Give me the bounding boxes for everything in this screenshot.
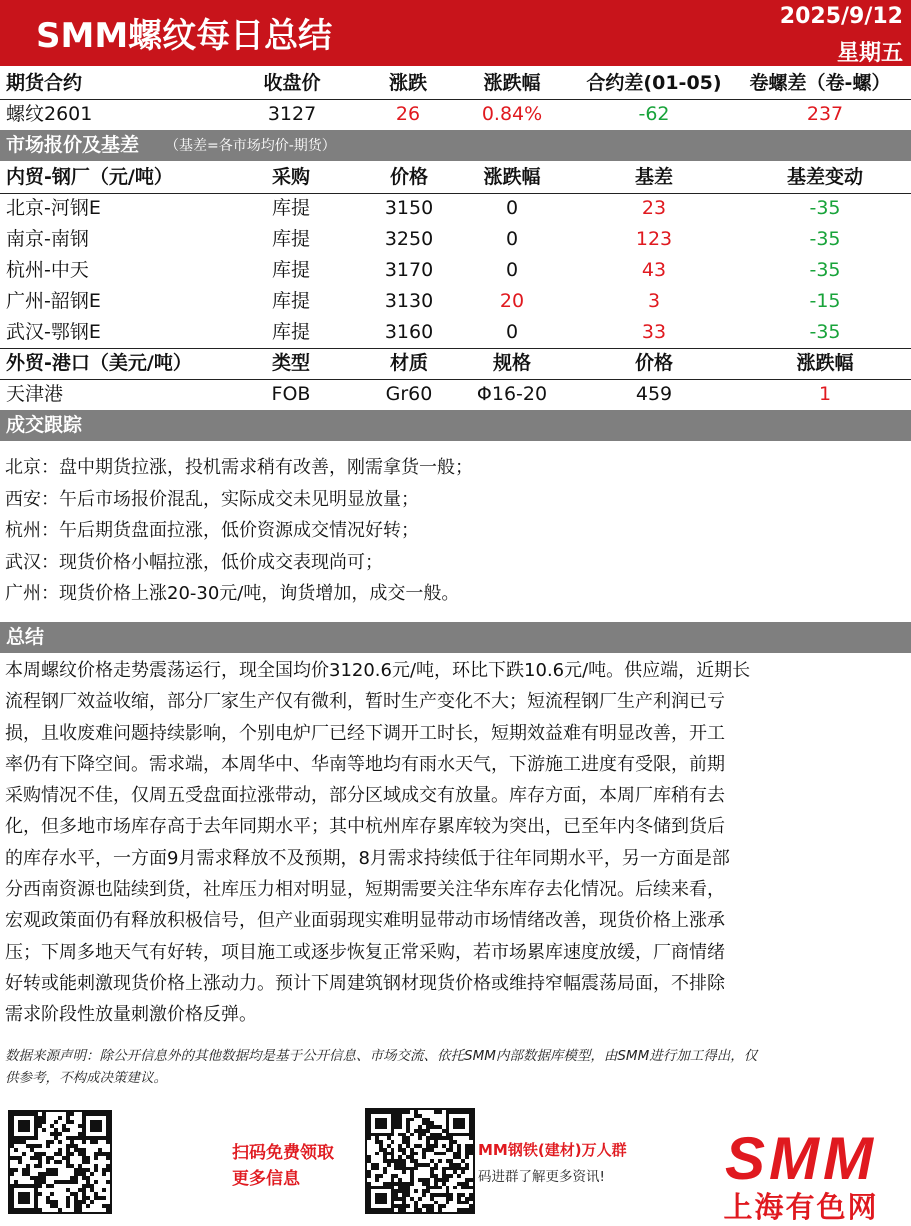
- summary-text: [5, 655, 907, 1031]
- domestic-header-change-pct: 涨跌幅: [483, 166, 541, 188]
- domestic-purchase: 库提: [271, 197, 311, 219]
- domestic-mill: 南京-南钢: [6, 228, 89, 250]
- domestic-price: 3150: [384, 197, 434, 219]
- promo-left: [232, 1140, 334, 1192]
- futures-header-row: [0, 68, 911, 99]
- foreign-header-change-pct: 涨跌幅: [796, 352, 854, 374]
- domestic-purchase: 库提: [271, 321, 311, 343]
- domestic-basis-change: -35: [809, 321, 841, 343]
- futures-coil-rebar: 237: [806, 103, 844, 125]
- smm-logo: [697, 1125, 905, 1224]
- foreign-header-port: 外贸-港口（美元/吨）: [6, 352, 192, 374]
- summary-line: 损，且收废难问题持续影响，个别电炉厂已经下调开工时长，短期效益难有明显改善，开工: [5, 722, 725, 744]
- domestic-row: [0, 317, 911, 348]
- summary-line: 宏观政策面仍有释放积极信号，但产业面弱现实难明显带动市场情绪改善，现货价格上涨承: [5, 910, 725, 932]
- foreign-header-type: 类型: [271, 352, 311, 374]
- domestic-price: 3250: [384, 228, 434, 250]
- domestic-change: 0: [505, 259, 519, 281]
- foreign-grade: Gr60: [385, 383, 433, 405]
- foreign-header-price: 价格: [634, 352, 674, 374]
- domestic-change: 20: [499, 290, 525, 312]
- smm-logo-cn: 上海有色网: [723, 1190, 879, 1224]
- report-date: 2025/9/12: [779, 4, 903, 29]
- foreign-price: 459: [635, 383, 673, 405]
- tracking-item: 西安：午后市场报价混乱，实际成交未见明显放量；: [5, 488, 419, 510]
- futures-header-change: 涨跌: [388, 72, 428, 94]
- domestic-row: [0, 193, 911, 224]
- summary-line: 化，但多地市场库存高于去年同期水平；其中杭州库存累库较为突出，已至年内冬储到货后: [5, 816, 725, 838]
- foreign-type: FOB: [271, 383, 311, 405]
- header-bar: [0, 0, 911, 66]
- domestic-mill: 杭州-中天: [6, 259, 89, 281]
- domestic-purchase: 库提: [271, 228, 311, 250]
- domestic-header-row: [0, 162, 911, 193]
- domestic-change: 0: [505, 197, 519, 219]
- disclaimer-line: 数据来源声明：除公开信息外的其他数据均是基于公开信息、市场交流、依托SMM内部数据库模型，由SMM进行加工得出，仅: [5, 1048, 758, 1064]
- section-tracking-label: 成交跟踪: [6, 414, 83, 436]
- domestic-header-price: 价格: [389, 166, 429, 188]
- domestic-purchase: 库提: [271, 290, 311, 312]
- promo-group-subtitle: 码进群了解更多资讯!: [478, 1169, 605, 1185]
- section-summary-label: 总结: [6, 626, 45, 648]
- summary-line: 本周螺纹价格走势震荡运行，现全国均价3120.6元/吨，环比下跌10.6元/吨。供应端，近期长: [5, 660, 751, 681]
- domestic-header-mill: 内贸-钢厂（元/吨）: [6, 166, 173, 188]
- domestic-row: [0, 286, 911, 317]
- futures-row: [0, 99, 911, 130]
- summary-line: 采购情况不佳，仅周五受盘面拉涨带动，部分区域成交有放量。库存方面，本周厂库稍有去: [5, 785, 725, 807]
- tracking-item: 广州：现货价格上涨20-30元/吨，询货增加，成交一般。: [5, 583, 460, 604]
- domestic-mill: 武汉-鄂钢E: [6, 321, 101, 343]
- futures-spread: -62: [638, 103, 670, 125]
- domestic-row: [0, 255, 911, 286]
- disclaimer: [5, 1045, 905, 1089]
- foreign-header-row: [0, 348, 911, 379]
- section-market: [0, 130, 911, 161]
- section-market-label: 市场报价及基差: [6, 134, 140, 156]
- futures-header-close: 收盘价: [263, 72, 321, 94]
- qr-pattern: [10, 1112, 110, 1212]
- domestic-basis: 33: [641, 321, 667, 343]
- qr-code-left[interactable]: [8, 1110, 112, 1214]
- futures-header-coil-rebar: 卷螺差（卷-螺）: [749, 72, 891, 94]
- qr-module: [469, 1208, 473, 1212]
- domestic-purchase: 库提: [271, 259, 311, 281]
- summary-line: 压；下周多地天气有好转，项目施工或逐步恢复正常采购，若市场累库速度放缓，厂商情绪: [5, 941, 725, 963]
- foreign-change: 1: [818, 383, 832, 405]
- domestic-basis: 43: [641, 259, 667, 281]
- summary-line: 分西南资源也陆续到货，社库压力相对明显，短期需要关注华东库存去化情况。后续来看，: [5, 879, 725, 901]
- domestic-basis-change: -35: [809, 197, 841, 219]
- domestic-price: 3160: [384, 321, 434, 343]
- foreign-spec: Φ16-20: [476, 383, 548, 405]
- domestic-basis-change: -35: [809, 228, 841, 250]
- foreign-port: 天津港: [6, 383, 64, 405]
- smm-logo-text: SMM: [725, 1125, 877, 1192]
- tracking-item: 武汉：现货价格小幅拉涨，低价成交表现尚可；: [5, 551, 383, 573]
- futures-header-spread: 合约差(01-05): [586, 72, 722, 94]
- domestic-price: 3170: [384, 259, 434, 281]
- summary-line: 流程钢厂效益收缩，部分厂家生产仅有微利，暂时生产变化不大；短流程钢厂生产利润已亏: [5, 691, 725, 713]
- futures-close: 3127: [267, 103, 317, 125]
- qr-pattern: [367, 1110, 473, 1212]
- domestic-basis: 123: [635, 228, 673, 250]
- domestic-row: [0, 224, 911, 255]
- futures-contract: 螺纹2601: [6, 103, 93, 125]
- futures-header-change-pct: 涨跌幅: [483, 72, 541, 94]
- section-summary: [0, 622, 911, 653]
- tracking-item: 北京：盘中期货拉涨，投机需求稍有改善，刚需拿货一般；: [5, 457, 473, 478]
- domestic-basis: 3: [647, 290, 661, 312]
- summary-line: 的库存水平，一方面9月需求释放不及预期，8月需求持续低于往年同期水平，另一方面是部: [5, 847, 730, 869]
- page-title: SMM螺纹每日总结: [36, 16, 333, 56]
- domestic-header-basis-change: 基差变动: [786, 166, 864, 188]
- report-weekday: 星期五: [836, 41, 903, 66]
- promo-left-line2: 更多信息: [232, 1169, 300, 1189]
- tracking-list: [5, 452, 905, 610]
- domestic-mill: 北京-河钢E: [6, 197, 101, 219]
- domestic-basis: 23: [641, 197, 667, 219]
- foreign-header-spec: 规格: [492, 352, 532, 374]
- futures-header-contract: 期货合约: [6, 72, 83, 94]
- domestic-change: 0: [505, 228, 519, 250]
- section-tracking: [0, 410, 911, 441]
- domestic-mill: 广州-韶钢E: [6, 290, 101, 312]
- domestic-price: 3130: [384, 290, 434, 312]
- section-market-note: （基差=各市场均价-期货）: [165, 138, 336, 154]
- domestic-header-purchase: 采购: [271, 166, 311, 188]
- promo-left-line1: 扫码免费领取: [232, 1143, 334, 1163]
- domestic-header-basis: 基差: [634, 166, 674, 188]
- disclaimer-line: 供参考，不构成决策建议。: [5, 1070, 167, 1086]
- foreign-row: [0, 379, 911, 410]
- tracking-item: 杭州：午后期货盘面拉涨，低价资源成交情况好转；: [5, 520, 419, 541]
- summary-line: 率仍有下降空间。需求端，本周华中、华南等地均有雨水天气，下游施工进度有受限，前期: [5, 753, 725, 775]
- domestic-basis-change: -15: [809, 290, 841, 312]
- promo-group-title: MM钢铁(建材)万人群: [478, 1141, 627, 1159]
- summary-line: 需求阶段性放量刺激价格反弹。: [5, 1004, 257, 1026]
- summary-line: 好转或能刺激现货价格上涨动力。预计下周建筑钢材现货价格或维持窄幅震荡局面，不排除: [5, 972, 725, 994]
- domestic-basis-change: -35: [809, 259, 841, 281]
- qr-module: [106, 1208, 110, 1212]
- futures-change-pct: 0.84%: [481, 103, 543, 125]
- domestic-change: 0: [505, 321, 519, 343]
- futures-change: 26: [395, 103, 421, 125]
- qr-code-group[interactable]: [365, 1108, 475, 1214]
- foreign-header-grade: 材质: [389, 352, 429, 374]
